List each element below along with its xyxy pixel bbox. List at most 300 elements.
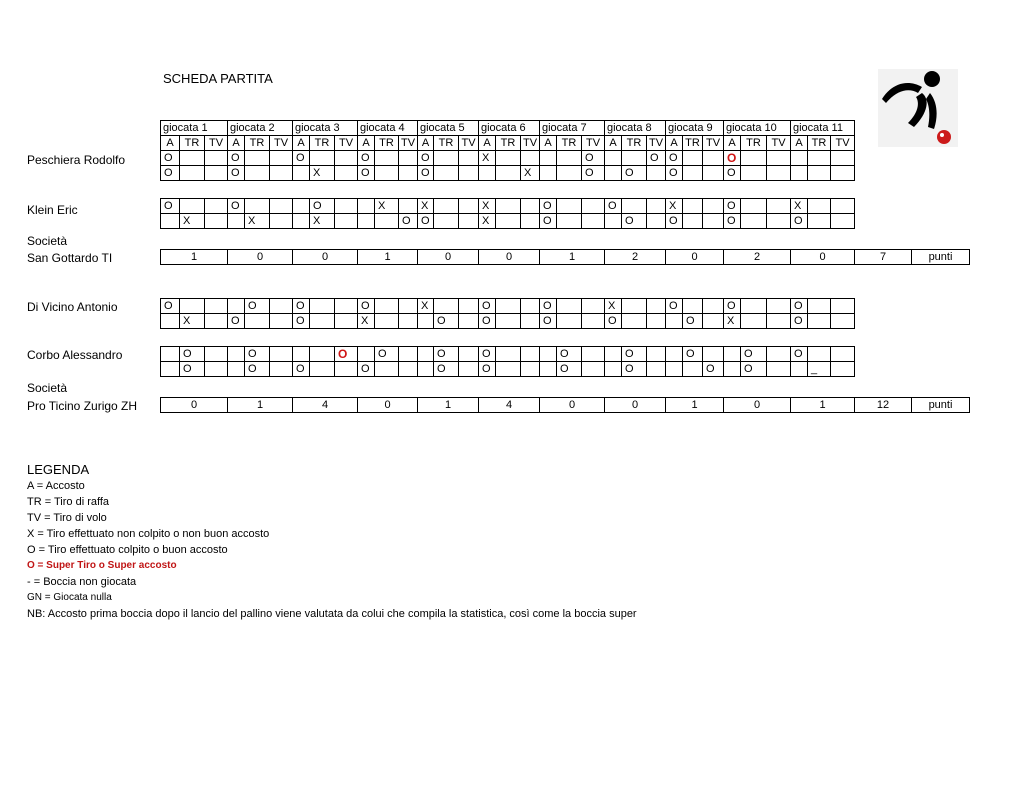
shot-cell: O (724, 151, 741, 166)
sub-header: TR (434, 136, 459, 151)
team2-score-table (160, 397, 970, 413)
shot-cell (831, 214, 855, 229)
shot-cell (375, 214, 399, 229)
legend-item: X = Tiro effettuato non colpito o non buon accosto (27, 528, 270, 540)
shot-cell (741, 214, 767, 229)
shot-cell (666, 314, 683, 329)
shot-cell (180, 151, 205, 166)
shot-cell (582, 347, 605, 362)
shot-cell: O (418, 214, 434, 229)
score-cell: 0 (724, 398, 791, 413)
shot-cell: O (540, 299, 557, 314)
shot-cell (808, 314, 831, 329)
shot-cell (399, 314, 418, 329)
score-cell: 0 (540, 398, 605, 413)
sub-header: TR (683, 136, 703, 151)
legend-item: O = Tiro effettuato colpito o buon accosto (27, 544, 228, 556)
shot-cell (496, 347, 521, 362)
shot-cell (496, 299, 521, 314)
player-name: Peschiera Rodolfo (27, 153, 126, 167)
shot-cell: O (358, 299, 375, 314)
shot-cell (496, 314, 521, 329)
giocata-header: giocata 5 (418, 121, 479, 136)
shot-cell: O (293, 314, 310, 329)
sub-header: A (605, 136, 622, 151)
shot-cell: O (791, 214, 808, 229)
shot-cell (724, 347, 741, 362)
shot-cell (399, 299, 418, 314)
giocata-header: giocata 4 (358, 121, 418, 136)
shot-cell (310, 299, 335, 314)
shot-cell (335, 214, 358, 229)
shot-cell: O (605, 199, 622, 214)
shot-cell (703, 347, 724, 362)
sub-header: TV (205, 136, 228, 151)
shot-cell (703, 151, 724, 166)
shot-cell: O (161, 166, 180, 181)
sub-header: A (358, 136, 375, 151)
shot-cell: O (161, 151, 180, 166)
shot-cell (582, 199, 605, 214)
shot-cell (205, 299, 228, 314)
shot-cell (496, 362, 521, 377)
shot-cell: O (228, 199, 245, 214)
shot-cell (310, 347, 335, 362)
shot-cell (335, 166, 358, 181)
shot-cell: O (622, 347, 647, 362)
shot-cell (270, 362, 293, 377)
shot-cell: O (228, 314, 245, 329)
giocata-header: giocata 10 (724, 121, 791, 136)
shot-cell (521, 199, 540, 214)
shot-cell: O (724, 214, 741, 229)
score-cell: 1 (540, 250, 605, 265)
shot-cell: O (245, 299, 270, 314)
shot-cell (521, 299, 540, 314)
shot-cell (375, 299, 399, 314)
sub-header: A (724, 136, 741, 151)
shot-cell (496, 166, 521, 181)
shot-cell (767, 362, 791, 377)
shot-cell (831, 166, 855, 181)
shot-cell (180, 199, 205, 214)
shot-cell (161, 214, 180, 229)
score-cell: 0 (228, 250, 293, 265)
giocata-header: giocata 11 (791, 121, 855, 136)
shot-cell (540, 166, 557, 181)
punti-label: punti (912, 250, 970, 265)
shot-cell (741, 166, 767, 181)
shot-cell: X (479, 214, 496, 229)
shot-cell (418, 362, 434, 377)
shot-cell (622, 199, 647, 214)
shot-cell (375, 314, 399, 329)
shot-row (161, 314, 915, 329)
shot-cell: O (161, 299, 180, 314)
shot-cell: O (666, 151, 683, 166)
shot-cell (335, 199, 358, 214)
sub-header: TV (459, 136, 479, 151)
team2-grid (160, 298, 915, 377)
shot-cell: X (479, 199, 496, 214)
shot-row (161, 347, 915, 362)
shot-cell (521, 347, 540, 362)
page-title: SCHEDA PARTITA (163, 71, 273, 86)
shot-cell (557, 214, 582, 229)
team1-grid (160, 120, 915, 229)
shot-cell (767, 214, 791, 229)
shot-cell: O (180, 347, 205, 362)
shot-cell: O (582, 166, 605, 181)
shot-cell: O (358, 151, 375, 166)
shot-cell: O (683, 347, 703, 362)
shot-cell (666, 347, 683, 362)
societa-name: San Gottardo TI (27, 251, 113, 265)
shot-cell (310, 151, 335, 166)
shot-cell (161, 362, 180, 377)
sub-header: TR (310, 136, 335, 151)
shot-cell (358, 214, 375, 229)
shot-cell (358, 347, 375, 362)
shot-cell (205, 166, 228, 181)
shot-cell (582, 214, 605, 229)
shot-cell (270, 347, 293, 362)
shot-cell (540, 347, 557, 362)
shot-cell: O (622, 362, 647, 377)
team1-score-table (160, 249, 970, 265)
shot-cell: O (724, 166, 741, 181)
shot-cell: O (724, 199, 741, 214)
shot-cell (245, 151, 270, 166)
sub-header: TR (622, 136, 647, 151)
team2-table (160, 298, 915, 377)
societa-label: Società (27, 234, 68, 248)
shot-cell (808, 299, 831, 314)
shot-cell: O (293, 362, 310, 377)
sub-header: A (479, 136, 496, 151)
shot-cell (293, 214, 310, 229)
shot-cell: O (358, 166, 375, 181)
shot-cell (647, 199, 666, 214)
sub-header: TR (245, 136, 270, 151)
shot-cell (205, 199, 228, 214)
score-cell: 0 (605, 398, 666, 413)
shot-cell (459, 314, 479, 329)
shot-cell (375, 362, 399, 377)
shot-cell: X (180, 214, 205, 229)
shot-cell: O (791, 347, 808, 362)
shot-cell (582, 362, 605, 377)
score-cell: 0 (418, 250, 479, 265)
sub-header: A (293, 136, 310, 151)
shot-cell (434, 199, 459, 214)
shot-cell: O (683, 314, 703, 329)
shot-cell (791, 151, 808, 166)
shot-cell (703, 199, 724, 214)
shot-cell (521, 362, 540, 377)
shot-cell (582, 314, 605, 329)
shot-cell (496, 199, 521, 214)
shot-cell (521, 314, 540, 329)
shot-cell: O (161, 199, 180, 214)
shot-cell: X (375, 199, 399, 214)
team1-table (160, 120, 915, 229)
shot-cell: X (418, 299, 434, 314)
shot-cell (741, 151, 767, 166)
shot-cell (358, 199, 375, 214)
shot-cell: X (180, 314, 205, 329)
shot-cell (245, 199, 270, 214)
giocata-header: giocata 1 (161, 121, 228, 136)
shot-cell (205, 347, 228, 362)
shot-cell (180, 299, 205, 314)
shot-cell: O (540, 314, 557, 329)
shot-cell: X (521, 166, 540, 181)
score-cell: 2 (724, 250, 791, 265)
shot-cell: O (479, 314, 496, 329)
shot-cell (399, 199, 418, 214)
shot-cell (683, 214, 703, 229)
shot-cell: O (335, 347, 358, 362)
shot-cell (521, 151, 540, 166)
shot-cell (647, 314, 666, 329)
shot-cell: O (582, 151, 605, 166)
shot-cell (335, 299, 358, 314)
shot-cell (459, 151, 479, 166)
giocata-header: giocata 7 (540, 121, 605, 136)
shot-cell (205, 214, 228, 229)
legend-item: GN = Giocata nulla (27, 592, 112, 603)
score-cell: 4 (293, 398, 358, 413)
shot-cell (161, 314, 180, 329)
shot-cell (557, 166, 582, 181)
shot-cell: O (622, 166, 647, 181)
shot-cell (479, 166, 496, 181)
shot-cell (808, 214, 831, 229)
shot-cell: X (479, 151, 496, 166)
shot-cell (293, 347, 310, 362)
shot-cell (270, 166, 293, 181)
shot-cell (399, 362, 418, 377)
shot-cell: O (310, 199, 335, 214)
shot-cell (831, 347, 855, 362)
shot-cell: O (666, 299, 683, 314)
shot-cell (791, 362, 808, 377)
shot-cell (647, 362, 666, 377)
shot-cell (683, 199, 703, 214)
score-cell: 1 (161, 250, 228, 265)
shot-cell (741, 199, 767, 214)
shot-cell (375, 151, 399, 166)
giocata-header: giocata 2 (228, 121, 293, 136)
shot-cell (647, 214, 666, 229)
shot-cell (557, 314, 582, 329)
score-cell: 1 (358, 250, 418, 265)
score-cell: 1 (418, 398, 479, 413)
shot-cell: X (791, 199, 808, 214)
shot-row (161, 214, 915, 229)
shot-cell: O (557, 362, 582, 377)
shot-cell (205, 362, 228, 377)
shot-cell: O (666, 214, 683, 229)
shot-cell (270, 151, 293, 166)
sub-header: A (161, 136, 180, 151)
sub-header: A (666, 136, 683, 151)
score-cell: 2 (605, 250, 666, 265)
shot-row (161, 166, 915, 181)
shot-cell (605, 166, 622, 181)
shot-cell: O (724, 299, 741, 314)
shot-cell (293, 199, 310, 214)
shot-cell: X (666, 199, 683, 214)
shot-cell: X (310, 166, 335, 181)
shot-cell (683, 362, 703, 377)
societa-label: Società (27, 381, 68, 395)
shot-cell (228, 214, 245, 229)
shot-cell (831, 314, 855, 329)
sub-header: TR (741, 136, 767, 151)
shot-cell (434, 166, 459, 181)
shot-cell: O (791, 299, 808, 314)
shot-cell (540, 362, 557, 377)
shot-cell (808, 347, 831, 362)
shot-cell (161, 347, 180, 362)
score-cell: 0 (358, 398, 418, 413)
shot-cell (310, 314, 335, 329)
shot-cell: O (741, 362, 767, 377)
sub-header: TR (180, 136, 205, 151)
sub-header: A (418, 136, 434, 151)
score-cell: 0 (293, 250, 358, 265)
shot-cell (622, 151, 647, 166)
shot-cell (521, 214, 540, 229)
shot-cell: O (293, 299, 310, 314)
shot-cell (605, 362, 622, 377)
shot-cell (741, 314, 767, 329)
score-cell: 0 (479, 250, 540, 265)
shot-cell (683, 151, 703, 166)
shot-row (161, 199, 915, 214)
shot-cell (831, 151, 855, 166)
shot-cell: O (791, 314, 808, 329)
shot-cell (703, 314, 724, 329)
score-cell: 1 (228, 398, 293, 413)
player-name: Klein Eric (27, 203, 78, 217)
shot-cell (228, 299, 245, 314)
legend-item: - = Boccia non giocata (27, 576, 137, 588)
shot-cell: O (228, 151, 245, 166)
sub-header: A (228, 136, 245, 151)
shot-cell: O (245, 347, 270, 362)
shot-cell: O (703, 362, 724, 377)
societa-name: Pro Ticino Zurigo ZH (27, 399, 138, 413)
giocata-header: giocata 6 (479, 121, 540, 136)
shot-cell: _ (808, 362, 831, 377)
shot-cell: O (399, 214, 418, 229)
shot-cell: X (310, 214, 335, 229)
shot-cell (724, 362, 741, 377)
shot-cell (741, 299, 767, 314)
shot-cell: O (180, 362, 205, 377)
shot-cell: X (418, 199, 434, 214)
shot-cell (622, 314, 647, 329)
legend-item-super: O = Super Tiro o Super accosto (27, 560, 177, 571)
shot-cell: X (245, 214, 270, 229)
score-cell: 4 (479, 398, 540, 413)
shot-cell (245, 314, 270, 329)
shot-cell: O (647, 151, 666, 166)
shot-cell (399, 347, 418, 362)
shot-cell (310, 362, 335, 377)
shot-cell (399, 166, 418, 181)
shot-cell (557, 299, 582, 314)
shot-cell (228, 362, 245, 377)
shot-cell (245, 166, 270, 181)
score-cell: 1 (791, 398, 855, 413)
sub-header: A (540, 136, 557, 151)
shot-cell (496, 151, 521, 166)
giocata-header: giocata 3 (293, 121, 358, 136)
shot-cell (459, 347, 479, 362)
shot-cell: O (605, 314, 622, 329)
shot-cell: O (418, 166, 434, 181)
shot-cell (647, 299, 666, 314)
shot-cell (293, 166, 310, 181)
shot-cell (703, 214, 724, 229)
sub-header: A (791, 136, 808, 151)
sub-header: TR (808, 136, 831, 151)
shot-cell (791, 166, 808, 181)
sub-header: TV (335, 136, 358, 151)
giocata-header: giocata 9 (666, 121, 724, 136)
giocata-header: giocata 8 (605, 121, 666, 136)
shot-cell (683, 299, 703, 314)
shot-cell (459, 214, 479, 229)
shot-cell (767, 151, 791, 166)
shot-cell (557, 199, 582, 214)
shot-cell (683, 166, 703, 181)
shot-cell: O (479, 299, 496, 314)
shot-cell: O (245, 362, 270, 377)
player-name: Di Vicino Antonio (27, 300, 118, 314)
shot-cell: O (479, 347, 496, 362)
sub-header: TV (767, 136, 791, 151)
shot-cell (767, 347, 791, 362)
total-score: 12 (855, 398, 912, 413)
sub-header: TV (582, 136, 605, 151)
sub-header: TR (557, 136, 582, 151)
shot-cell: O (540, 199, 557, 214)
shot-cell: O (741, 347, 767, 362)
shot-cell (270, 299, 293, 314)
shot-cell (434, 299, 459, 314)
sub-header: TV (521, 136, 540, 151)
shot-cell (767, 299, 791, 314)
shot-cell (647, 166, 666, 181)
shot-cell: O (557, 347, 582, 362)
legend-note: NB: Accosto prima boccia dopo il lancio del pallino viene valutata da colui che compila la statistica, così come la boccia super (27, 608, 637, 620)
shot-cell (703, 299, 724, 314)
shot-cell: X (605, 299, 622, 314)
shot-cell (459, 166, 479, 181)
shot-cell (496, 214, 521, 229)
score-cell: 0 (666, 250, 724, 265)
player-name: Corbo Alessandro (27, 348, 123, 362)
shot-cell: X (724, 314, 741, 329)
total-score: 7 (855, 250, 912, 265)
shot-cell (647, 347, 666, 362)
shot-cell (767, 199, 791, 214)
